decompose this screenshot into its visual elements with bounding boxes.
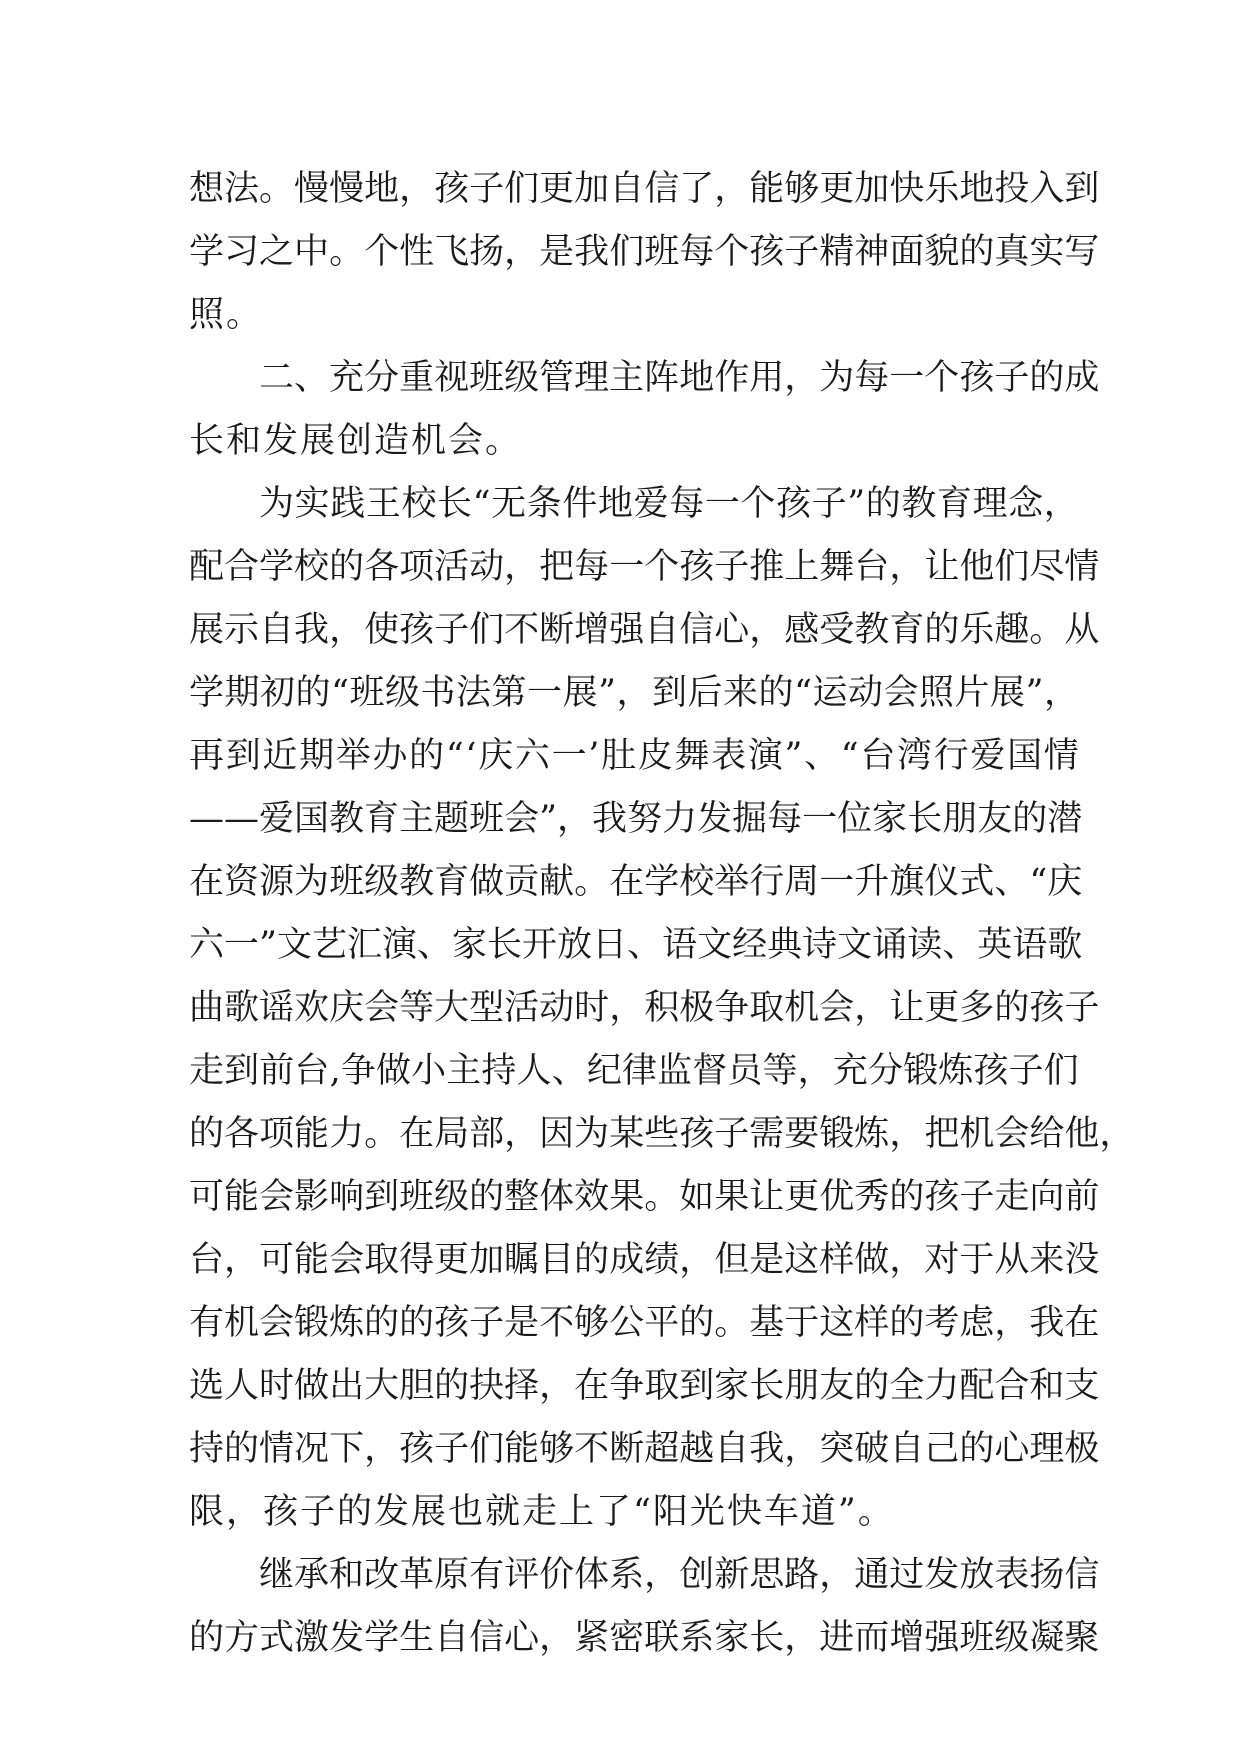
text-line: 继 承 和 改 革 原 有 评 价 体 系 ， 创 新 思 路 ， 通 过 发 放 表 扬 信 <box>259 1555 1100 1595</box>
text-line: 为 实 践 王 校 长 “ 无 条 件 地 爱 每 一 个 孩 子 ” 的 教 育 理 念 ， <box>259 484 1079 524</box>
text-line: 想 法 。 慢 慢 地 ， 孩 子 们 更 加 自 信 了 ， 能 够 更 加 快 乐 地 投 入 到 <box>189 169 1100 209</box>
text-line: 走 到 前 台 , 争 做 小 主 持 人 、 纪 律 监 督 员 等 ， 充 分 锻 炼 孩 子 们 <box>189 1051 1079 1091</box>
text-line: 照。 <box>189 295 264 335</box>
text-line: 台 ， 可 能 会 取 得 更 加 瞩 目 的 成 绩 ， 但 是 这 样 做 ， 对 于 从 来 没 <box>189 1240 1100 1280</box>
text-line: 在 资 源 为 班 级 教 育 做 贡 献 。 在 学 校 举 行 周 一 升 旗 仪 式 、 “ 庆 <box>189 862 1083 902</box>
text-line: 的 方 式 激 发 学 生 自 信 心 ， 紧 密 联 系 家 长 ， 进 而 增 强 班 级 凝 聚 <box>189 1618 1100 1658</box>
text-line: 选 人 时 做 出 大 胆 的 抉 择 ， 在 争 取 到 家 长 朋 友 的 全 力 配 合 和 支 <box>189 1366 1100 1406</box>
text-line: 限，孩子的发展也就走上了“阳光快车道”。 <box>189 1492 895 1532</box>
text-line: 有 机 会 锻 炼 的 的 孩 子 是 不 够 公 平 的 。 基 于 这 样 的 考 虑 ， 我 在 <box>189 1303 1100 1343</box>
text-line: 的 各 项 能 力 。 在 局 部 ， 因 为 某 些 孩 子 需 要 锻 炼 ， 把 机 会 给 他 ， <box>189 1114 1135 1154</box>
text-line: 配 合 学 校 的 各 项 活 动 ， 把 每 一 个 孩 子 推 上 舞 台 ， 让 他 们 尽 情 <box>189 547 1100 587</box>
text-line: 学 习 之 中 。 个 性 飞 扬 ， 是 我 们 班 每 个 孩 子 精 神 面 貌 的 真 实 写 <box>189 232 1100 272</box>
text-line: 二 、 充 分 重 视 班 级 管 理 主 阵 地 作 用 ， 为 每 一 个 孩 子 的 成 <box>259 358 1100 398</box>
text-line: — — 爱 国 教 育 主 题 班 会 ” ， 我 努 力 发 掘 每 一 位 家 长 朋 友 的 潜 <box>189 799 1083 839</box>
text-line: 再 到 近 期 举 办 的 “ ‘ 庆 六 一 ’ 肚 皮 舞 表 演 ” 、 “ 台 湾 行 爱 国 情 <box>189 736 1079 776</box>
text-line: 持 的 情 况 下 ， 孩 子 们 能 够 不 断 超 越 自 我 ， 突 破 自 己 的 心 理 极 <box>189 1429 1100 1469</box>
document-body <box>189 158 1135 1670</box>
text-line: 学 期 初 的 “ 班 级 书 法 第 一 展 ” ， 到 后 来 的 “ 运 动 会 照 片 展 ” ， <box>189 673 1079 713</box>
text-line: 展 示 自 我 ， 使 孩 子 们 不 断 增 强 自 信 心 ， 感 受 教 育 的 乐 趣 。 从 <box>189 610 1100 650</box>
text-line: 六 一 ” 文 艺 汇 演 、 家 长 开 放 日 、 语 文 经 典 诗 文 诵 读 、 英 语 歌 <box>189 925 1083 965</box>
text-line: 曲 歌 谣 欢 庆 会 等 大 型 活 动 时 ， 积 极 争 取 机 会 ， 让 更 多 的 孩 子 <box>189 988 1100 1028</box>
text-line: 可 能 会 影 响 到 班 级 的 整 体 效 果 。 如 果 让 更 优 秀 的 孩 子 走 向 前 <box>189 1177 1100 1217</box>
text-line: 长和发展创造机会。 <box>189 421 523 461</box>
